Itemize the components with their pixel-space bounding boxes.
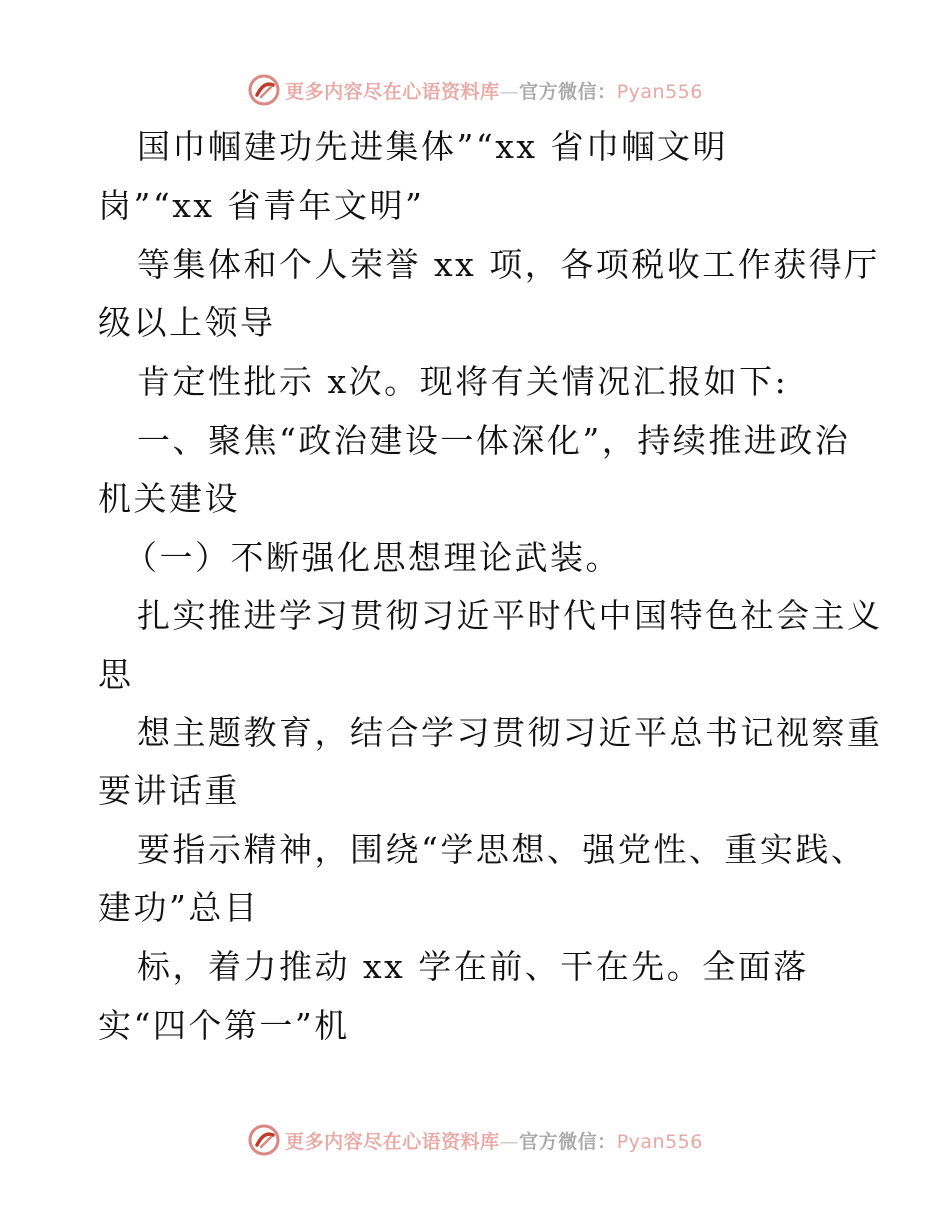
body-line: 想主题教育，结合学习贯彻习近平总书记视察重: [137, 713, 883, 752]
body-line: 建功”总目: [98, 888, 260, 927]
watermark-brand: 更多内容尽在心语资料库: [285, 1130, 500, 1153]
section-heading-cont: 机关建设: [98, 479, 240, 518]
body-line: 岗”“xx 省青年文明”: [98, 186, 425, 225]
brand-logo-icon: [247, 1123, 281, 1157]
body-line: 思: [98, 655, 134, 694]
watermark-brand: 更多内容尽在心语资料库: [285, 80, 500, 103]
watermark-text: [285, 77, 703, 104]
body-line: 国巾帼建功先进集体”“xx 省巾帼文明: [137, 127, 728, 166]
watermark-official-label: 官方微信：: [519, 1130, 617, 1153]
watermark-text: [285, 1127, 703, 1154]
body-line: 实“四个第一”机: [98, 1006, 350, 1045]
watermark-dash: —: [499, 1130, 520, 1153]
watermark-dash: —: [499, 80, 520, 103]
watermark-official-label: 官方微信：: [519, 80, 617, 103]
body-line: 标，着力推动 xx 学在前、干在先。全面落: [137, 947, 809, 986]
body-line: 级以上领导: [98, 303, 276, 342]
body-line: 扎实推进学习贯彻习近平时代中国特色社会主义: [137, 596, 883, 635]
body-line: 肯定性批示 x次。现将有关情况汇报如下:: [137, 362, 789, 401]
header-watermark: [0, 70, 950, 110]
subsection-heading: （一）不断强化思想理论武装。: [124, 538, 621, 577]
section-heading: 一、聚焦“政治建设一体深化”，持续推进政治: [137, 421, 851, 460]
watermark-wechat-id: Pyan556: [616, 80, 703, 103]
body-line: 要指示精神，围绕“学思想、强党性、重实践、: [137, 830, 867, 869]
watermark-wechat-id: Pyan556: [616, 1130, 703, 1153]
body-line: 等集体和个人荣誉 xx 项，各项税收工作获得厅: [137, 245, 880, 284]
body-line: 要讲话重: [98, 771, 240, 810]
brand-logo-icon: [247, 73, 281, 107]
footer-watermark: [0, 1120, 950, 1160]
